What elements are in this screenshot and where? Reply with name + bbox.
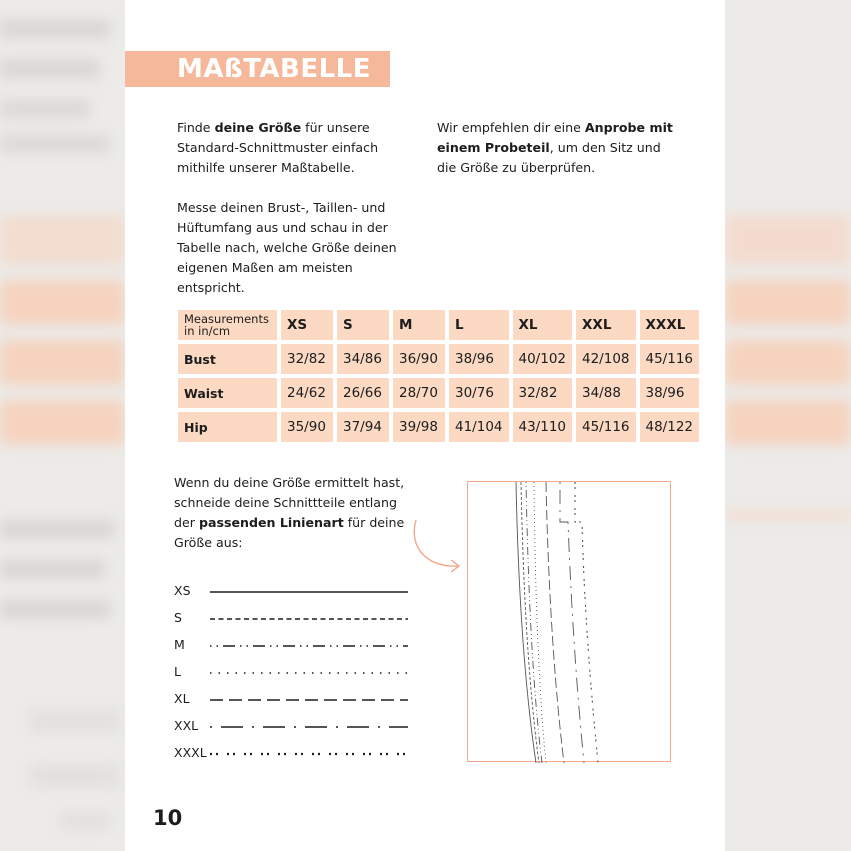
row-label: Bust — [178, 344, 277, 374]
cutting-bold: passenden Linienart — [198, 515, 344, 530]
table-cell: 37/94 — [337, 412, 389, 442]
intro-bold: deine Größe — [214, 120, 302, 135]
long-dash-line-icon — [210, 692, 410, 706]
background-blur-left — [0, 0, 125, 851]
background-blur-right — [725, 0, 851, 851]
table-row — [178, 378, 699, 408]
recommendation-paragraph — [437, 118, 677, 178]
table-cell: 32/82 — [513, 378, 573, 408]
table-cell: 36/90 — [393, 344, 445, 374]
table-cell: 38/96 — [640, 378, 700, 408]
table-cell: 40/102 — [513, 344, 573, 374]
page-title: MAßTABELLE — [177, 54, 372, 84]
legend-row-s — [174, 608, 434, 628]
dashed-line-icon — [210, 611, 410, 625]
table-cell: 45/116 — [640, 344, 700, 374]
intro-text: Finde — [177, 120, 215, 135]
size-header: S — [337, 310, 389, 340]
recommendation-text: Wir empfehlen dir eine — [437, 120, 585, 135]
legend-size-label: L — [174, 664, 181, 679]
legend-size-label: XS — [174, 583, 191, 598]
legend-size-label: S — [174, 610, 182, 625]
document-page — [125, 0, 725, 851]
table-cell: 34/86 — [337, 344, 389, 374]
table-cell: 28/70 — [393, 378, 445, 408]
intro-text: für unsere Standard-Schnittmuster einfach mithilfe unserer Maßtabelle. — [177, 120, 379, 175]
dotted-line-icon — [210, 665, 410, 679]
cutting-text: Wenn du deine Größe ermittelt hast, schneide deine Schnittteile entlang der — [174, 475, 405, 530]
dash-dot-dot-line-icon — [210, 638, 410, 652]
table-cell: 24/62 — [281, 378, 333, 408]
table-cell: 48/122 — [640, 412, 700, 442]
legend-row-l — [174, 662, 434, 682]
legend-size-label: XXXL — [174, 745, 207, 760]
table-cell: 30/76 — [449, 378, 509, 408]
table-cell: 32/82 — [281, 344, 333, 374]
table-header-label: Measurements in in/cm — [178, 310, 277, 340]
legend-size-label: XL — [174, 691, 190, 706]
table-cell: 38/96 — [449, 344, 509, 374]
size-header: XS — [281, 310, 333, 340]
legend-size-label: M — [174, 637, 185, 652]
double-dot-line-icon — [210, 746, 410, 760]
page-number: 10 — [153, 806, 183, 830]
table-cell: 26/66 — [337, 378, 389, 408]
curved-arrow-icon — [408, 518, 468, 578]
table-cell: 43/110 — [513, 412, 573, 442]
table-cell: 41/104 — [449, 412, 509, 442]
cutting-text: für deine Größe aus: — [174, 515, 405, 550]
recommendation-bold: Anprobe mit einem Probeteil — [437, 120, 673, 155]
legend-row-xl — [174, 689, 434, 709]
table-cell: 39/98 — [393, 412, 445, 442]
legend-row-xxl — [174, 716, 434, 736]
intro-paragraph-1 — [177, 118, 412, 178]
solid-line-icon — [210, 584, 410, 598]
pattern-preview — [467, 481, 671, 762]
table-cell: 34/88 — [576, 378, 636, 408]
recommendation-text: , um den Sitz und die Größe zu überprüfen. — [437, 140, 661, 175]
size-table — [174, 306, 703, 446]
table-cell: 35/90 — [281, 412, 333, 442]
row-label: Waist — [178, 378, 277, 408]
size-header: L — [449, 310, 509, 340]
size-header: XXL — [576, 310, 636, 340]
table-row — [178, 344, 699, 374]
legend-row-xxxl — [174, 743, 434, 763]
dot-longdash-line-icon — [210, 719, 410, 733]
row-label: Hip — [178, 412, 277, 442]
legend-size-label: XXL — [174, 718, 199, 733]
table-row — [178, 412, 699, 442]
table-cell: 42/108 — [576, 344, 636, 374]
pattern-lines-icon — [468, 482, 672, 763]
intro-paragraph-2: Messe deinen Brust-, Taillen- und Hüftumfang aus und schau in der Tabelle nach, welche Größe deinen eigenen Maßen am meisten entspricht. — [177, 200, 397, 295]
legend-row-xs — [174, 581, 434, 601]
legend-row-m — [174, 635, 434, 655]
table-cell: 45/116 — [576, 412, 636, 442]
size-header: XL — [513, 310, 573, 340]
size-header: M — [393, 310, 445, 340]
size-header: XXXL — [640, 310, 700, 340]
cutting-instructions — [174, 473, 414, 553]
table-header-row — [178, 310, 699, 340]
